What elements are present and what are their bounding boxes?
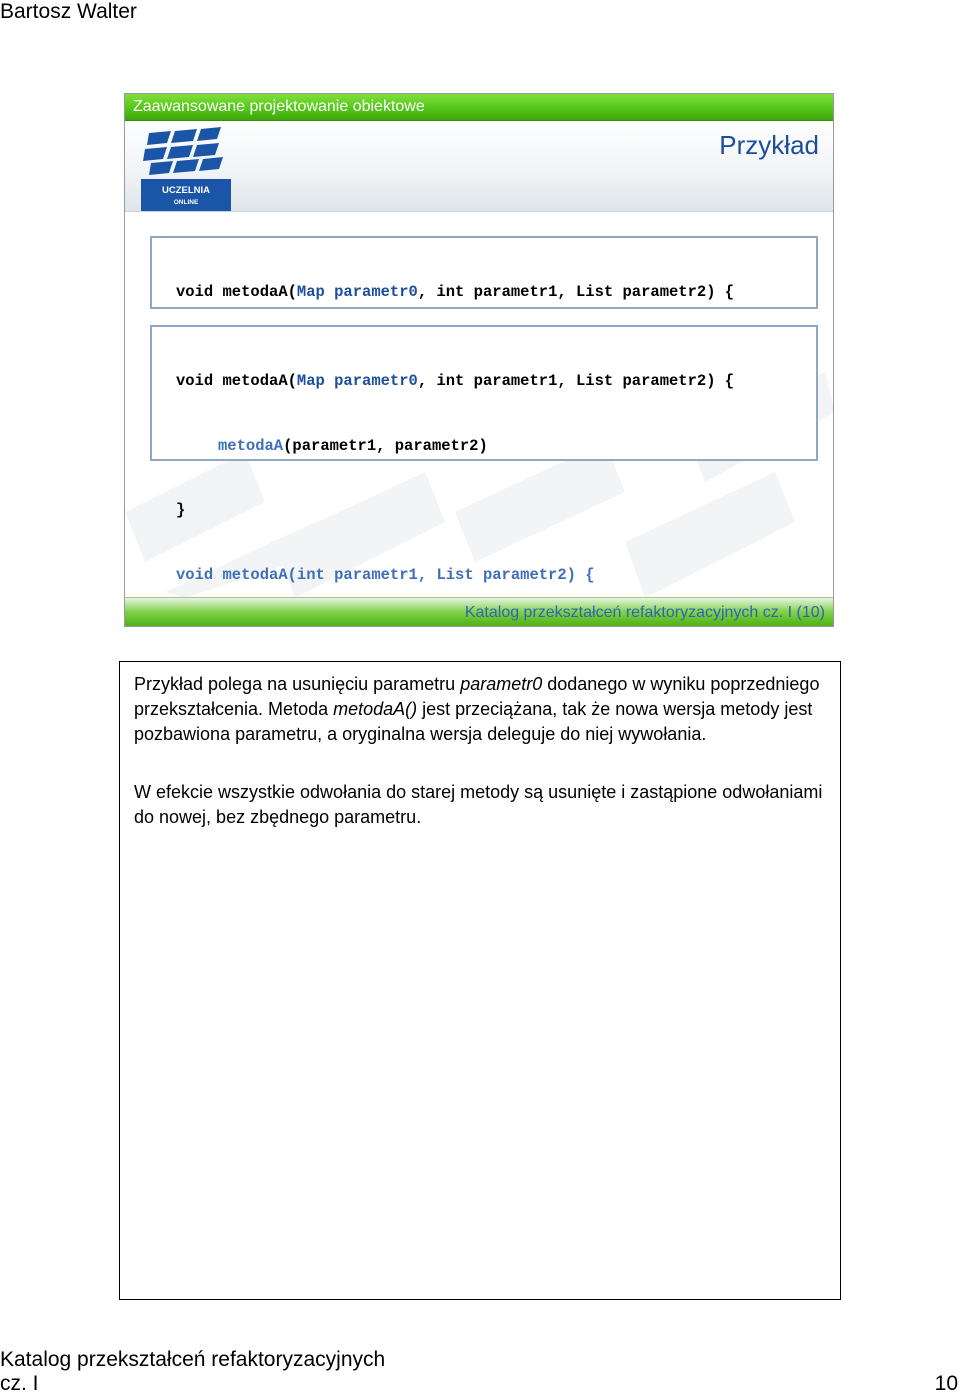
- code-call: metodaA: [218, 436, 284, 455]
- code-keyword: void metodaA(: [176, 283, 297, 301]
- code-line: void metodaA(int parametr1, List parametr2) {: [176, 565, 595, 584]
- uczelnia-online-logo: [141, 121, 231, 211]
- notes-text: jest przeciążana, tak że nowa wersja metody jest pozbawiona parametru, a oryginalna wersja deleguje do niej wywołania.: [134, 699, 813, 744]
- notes-emphasis: parametr0: [460, 674, 543, 694]
- code-rest: , List parametr2) {: [557, 372, 735, 390]
- slide-titlebar: [125, 121, 833, 212]
- code-separator: ,: [417, 372, 437, 390]
- slide: [124, 93, 834, 627]
- notes-text: Przykład polega na usunięciu parametru: [134, 674, 461, 694]
- code-block-original: [150, 236, 818, 309]
- page-number: 10: [934, 1372, 958, 1395]
- logo-text-line1: UCZELNIA: [161, 185, 211, 196]
- code-param-highlight: Map parametr0: [296, 283, 418, 301]
- code-line: }: [176, 501, 186, 519]
- code-rest: , List parametr2) {: [557, 283, 735, 301]
- code-keyword: void metodaA(: [176, 372, 297, 390]
- notes-text: dodanego w wyniku poprzedniego przekształcenia. Metoda: [134, 674, 820, 719]
- code-separator: ,: [417, 283, 437, 301]
- slide-course-title: Zaawansowane projektowanie obiektowe: [133, 98, 425, 115]
- page-header-author: Bartosz Walter: [0, 0, 137, 23]
- slide-title: Przykład: [719, 130, 819, 160]
- slide-topbar: [125, 94, 833, 121]
- code-line: [152, 282, 816, 304]
- slide-footer-text: Katalog przekształceń refaktoryzacyjnych cz. I (10): [464, 604, 825, 621]
- code-param-highlight: Map parametr0: [296, 372, 418, 390]
- code-args: (parametr1, parametr2): [283, 436, 488, 455]
- slide-body: [125, 212, 833, 598]
- logo-text-line2: ONLINE: [173, 199, 199, 206]
- page-footer-line2: cz. I: [0, 1372, 39, 1395]
- notes-box: [119, 661, 841, 1300]
- notes-paragraph-2: W efekcie wszystkie odwołania do starej metody są usunięte i zastąpione odwołaniami do nowej, bez zbędnego parametru.: [134, 782, 823, 827]
- code-block-refactored: [150, 325, 818, 584]
- slide-footer: [125, 597, 833, 626]
- code-param: int parametr1: [436, 283, 558, 301]
- code-line: [152, 436, 816, 458]
- code-line: [152, 371, 816, 393]
- code-param: int parametr1: [436, 372, 558, 390]
- notes-paragraph-1: [134, 672, 826, 747]
- notes-emphasis: metodaA(): [333, 699, 418, 719]
- page-footer-line1: Katalog przekształceń refaktoryzacyjnych: [0, 1348, 386, 1371]
